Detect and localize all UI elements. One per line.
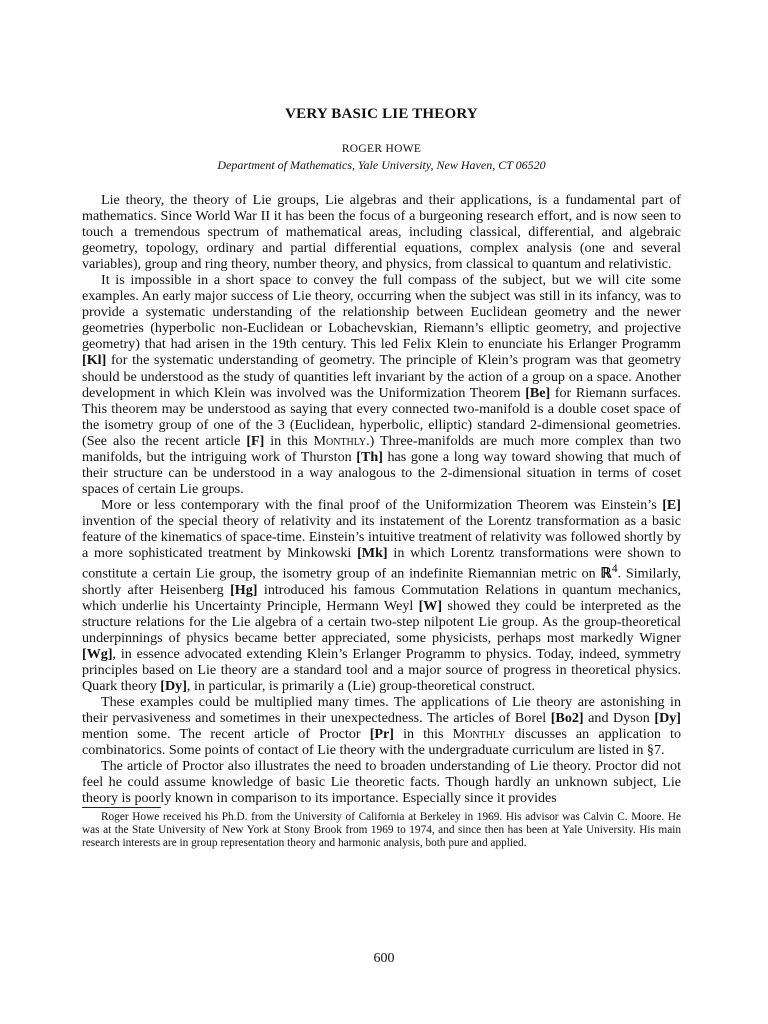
text-run: in this <box>264 432 314 449</box>
citation: [Bo2] <box>550 710 584 727</box>
paper-page <box>82 104 681 850</box>
text-run: in this <box>393 726 453 743</box>
body-text <box>82 192 681 806</box>
text-run: The article of Proctor also illustrates the need to broaden understanding of Lie theory. Proctor did not feel he could assume knowledge of basic Lie theoretic facts. Though hardly an unknown subject, Lie theory is poorly known in comparison to its importance. Especially since it provides <box>82 758 681 807</box>
citation: [Dy] <box>654 710 681 727</box>
text-run: invention of the special theory of relativity and its instatement of the Lorentz transformation as a basic feature of the kinematics of space-time. Einstein’s intuitive treatment of relativity was followed shortly by a more sophisticated treatment by Minkowski <box>82 512 681 562</box>
text-run: . Similarly, shortly after Heisenberg <box>82 565 681 598</box>
citation: [Hg] <box>230 581 258 598</box>
body-paragraph <box>82 694 681 758</box>
body-paragraph <box>82 497 681 694</box>
superscript: 4 <box>611 562 618 576</box>
citation: [E] <box>662 496 681 513</box>
text-run: , in particular, is primarily a (Lie) group-theoretical construct. <box>186 678 536 695</box>
text-run: It is impossible in a short space to convey the full compass of the subject, but we will cite some examples. An early major success of Lie theory, occurring when the subject was still in its infancy, was to provide a systematic understanding of the relationship between Euclidean geometry and the newer geometries (hyperbolic non-Euclidean or Lobachevskian, Riemann’s elliptic geometry, and projective geometry) that had arisen in the 19th century. This led Felix Klein to enunciate his Erlanger Programm <box>82 272 681 353</box>
citation: [Kl] <box>82 352 107 369</box>
citation: [F] <box>246 432 265 449</box>
citation: [W] <box>418 597 443 614</box>
body-paragraph <box>82 272 681 497</box>
text-run: , in essence advocated extending Klein’s Erlanger Programm to physics. Today, indeed, symmetry principles based on Lie theory are a standard tool and a major source of progress in theoretical physics. Quark theory <box>82 646 681 695</box>
text-run: .) Three-manifolds are much more complex than two manifolds, but the intriguing work of Thurston <box>82 432 681 465</box>
text-run: showed they could be interpreted as the structure relations for the Lie algebra of a certain two-step nilpotent Lie group. As the group-theoretical underpinnings of physics became better appreciated, some physicists, perhaps most markedly Wigner <box>82 597 681 646</box>
page-number: 600 <box>373 951 395 966</box>
text-run: and Dyson <box>583 710 655 727</box>
text-run: Lie theory, the theory of Lie groups, Lie algebras and their applications, is a fundamental part of mathematics. Since World War II it has been the focus of a burgeoning research effort, and is now seen to touch a tremendous spectrum of mathematical areas, including classical, differential, and algebraic geometry, topology, ordinary and partial differential equations, complex analysis (one and several variables), group and ring theory, number theory, and physics, from classical to quantum and relativistic. <box>82 192 681 273</box>
body-paragraph <box>82 192 681 272</box>
footnote: Roger Howe received his Ph.D. from the University of California at Berkeley in 1969. His advisor was Calvin C. Moore. He was at the State University of New York at Stony Brook from 1969 to 1974, and since then has been at Yale University. His main research interests are in group representation theory and harmonic analysis, both pure and applied. <box>82 811 681 850</box>
text-run: for the systematic understanding of geometry. The principle of Klein’s program was that geometry should be understood as the study of quantities left invariant by the action of a group on a space. Another development in which Klein was involved was the Uniformization Theorem <box>82 352 681 401</box>
body-paragraph <box>82 758 681 806</box>
text-run: These examples could be multiplied many times. The applications of Lie theory are astonishing in their pervasiveness and sometimes in their unexpectedness. The articles of Borel <box>82 694 681 727</box>
citation: [Th] <box>356 448 383 465</box>
text-run: discusses an application to combinatorics. Some points of contact of Lie theory with the undergraduate curriculum are listed in §7. <box>82 726 681 759</box>
citation: [Dy] <box>160 678 187 695</box>
citation: [Be] <box>525 384 551 401</box>
text-run: More or less contemporary with the final proof of the Uniformization Theorem was Einstein’s <box>101 496 663 513</box>
paper-title: VERY BASIC LIE THEORY <box>285 106 478 122</box>
text-run: in which Lorentz transformations were shown to constitute a certain Lie group, the isometry group of an indefinite Riemannian metric on <box>82 545 682 582</box>
text-run: mention some. The recent article of Proctor <box>82 726 370 743</box>
journal-name: Monthly <box>313 432 367 449</box>
footnote-rule <box>82 807 161 808</box>
citation: [Pr] <box>369 726 394 743</box>
author-name: ROGER HOWE <box>341 143 422 155</box>
text-run: for Riemann surfaces. This theorem may be understood as saying that every connected two-manifold is a double coset space of the isometry group of one of the 3 (Euclidean, hyperbolic, elliptic) standard 2-dimensional geometries. (See also the recent article <box>82 384 681 449</box>
citation: ℝ <box>600 565 612 582</box>
journal-name: Monthly <box>452 726 506 743</box>
text-run: introduced his famous Commutation Relations in quantum mechanics, which underlie his Uncertainty Principle, Hermann Weyl <box>82 581 681 614</box>
text-run: has gone a long way toward showing that much of their structure can be understood in a way analogous to the 2-dimensional situation in terms of coset spaces of certain Lie groups. <box>82 448 681 497</box>
citation: [Wg] <box>82 646 113 662</box>
citation: [Mk] <box>357 545 388 562</box>
author-affiliation: Department of Mathematics, Yale University, New Haven, CT 06520 <box>217 158 546 172</box>
